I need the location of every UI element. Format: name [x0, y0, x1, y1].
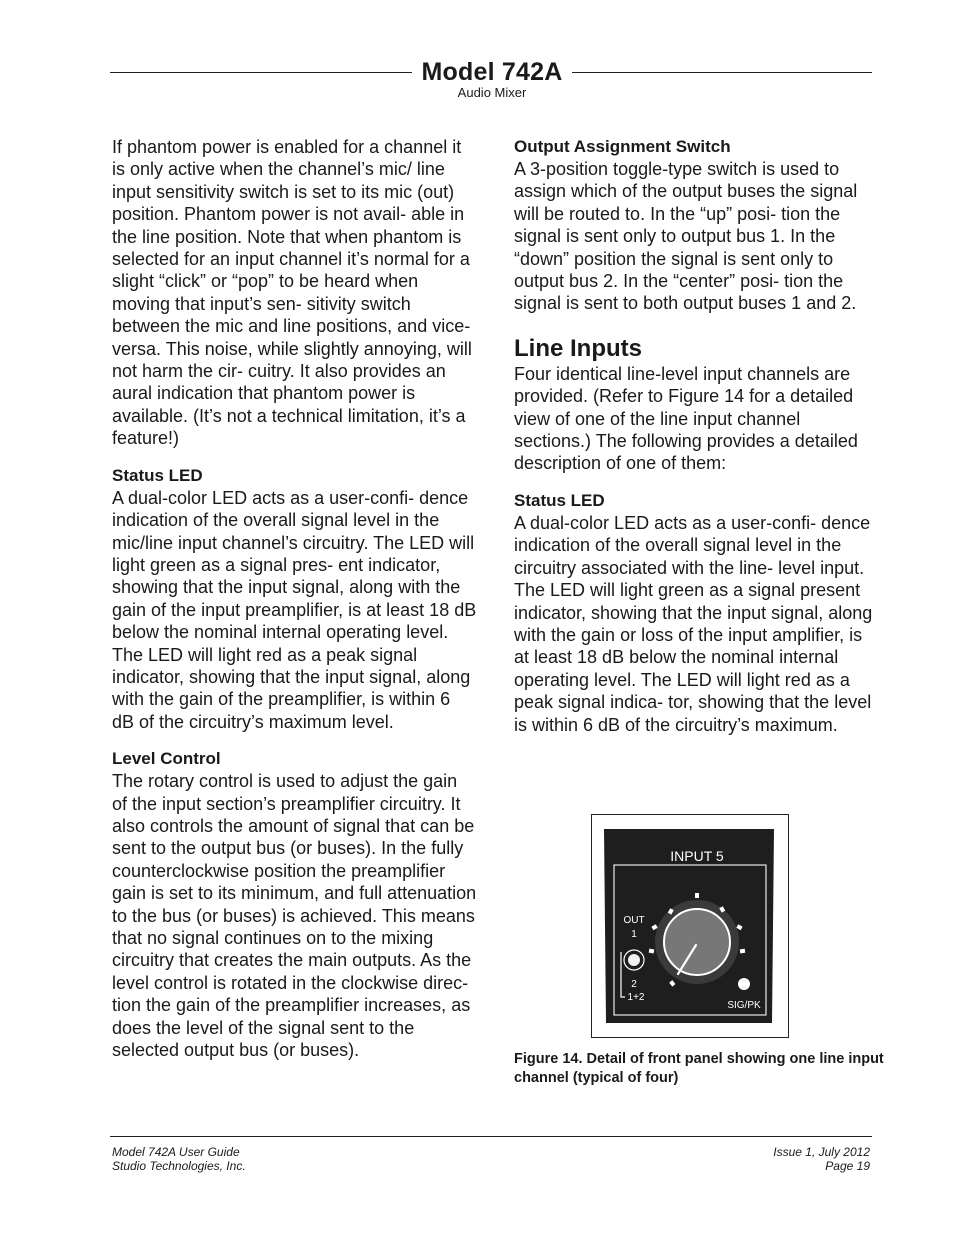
out-position-1: 1 [631, 929, 637, 940]
footer-guide-name: Model 742A User Guide [112, 1145, 240, 1159]
level-control-paragraph: The rotary control is used to adjust the gain of the input section’s preamplifier circuitry. It also controls the amount of signal that can be sent to the output bus (or buses). In the fully counterclockwise position the preamplifier gain is set to its minimum, and full attenuation to the bus (or buses) is achieved. This means that no signal continues on to the mixing circuitry that creates the main outputs. As the level control is rotated in the clockwise direc- tion the gain of the preamplifier increases, as does the level of the signal sent to the selected output bus (or buses). [112, 771, 477, 1061]
status-led-paragraph: A dual-color LED acts as a user-confi- dence indication of the overall signal level in the mic/line input channel’s circuitry. The LED will light green as a signal pres- ent indicator, showing that the input signal, along with the gain of the input preamplifier, is at least 18 dB below the nominal internal operating level. The LED will light red as a peak signal indicator, showing that the input signal, along with the gain of the preamplifier, is within 6 dB of the circuitry’s maximum level. [112, 487, 477, 732]
figure-caption: Figure 14. Detail of front panel showing one line input channel (typical of four) [514, 1051, 884, 1086]
line-inputs-heading: Line Inputs [514, 334, 642, 362]
footer-rule [110, 1136, 872, 1137]
out-position-both: 1+2 [627, 992, 645, 1003]
level-control-heading: Level Control [112, 749, 221, 769]
line-inputs-paragraph: Four identical line-level input channels are provided. (Refer to Figure 14 for a detailed view of one of the line input channel sections.) The following provides a detailed description of one of them: [514, 363, 858, 474]
footer-left [112, 1145, 246, 1173]
output-assignment-paragraph: A 3-position toggle-type switch is used to assign which of the output buses the signal will be routed to. In the “up” posi- tion the signal is sent only to output bus 1. In the “down” position the signal is sent only to output bus 2. In the “center” posi- tion the signal is sent to both output buses 1 and 2. [514, 159, 858, 314]
footer-issue: Issue 1, July 2012 [773, 1145, 870, 1159]
led-label: SIG/PK [727, 1000, 761, 1011]
status-led-icon [738, 978, 750, 990]
footer-right [700, 1145, 870, 1173]
front-panel-illustration [592, 815, 788, 1037]
left-column [112, 136, 477, 1061]
out-position-2: 2 [631, 979, 637, 990]
line-status-led-heading: Status LED [514, 490, 605, 510]
footer-page-number: Page 19 [825, 1159, 870, 1173]
figure-14-panel [591, 814, 789, 1038]
output-toggle-bat [628, 954, 640, 966]
status-led-heading: Status LED [112, 465, 203, 485]
panel-title: INPUT 5 [670, 848, 724, 864]
out-label: OUT [623, 915, 645, 926]
footer-company: Studio Technologies, Inc. [112, 1159, 246, 1173]
page-title: Model 742A [421, 58, 563, 86]
output-assignment-heading: Output Assignment Switch [514, 137, 731, 156]
level-control-knob [664, 909, 730, 975]
right-column [514, 136, 874, 736]
header-rule-left [110, 72, 412, 73]
line-status-led-paragraph: A dual-color LED acts as a user-confi- dence indication of the overall signal level in the circuitry associated with the line- level input. The LED will light green as a signal present indicator, showing that the input signal, along with the gain or loss of the input amplifier, is at least 18 dB below the nominal internal operating level. The LED will light red as a peak signal indica- tor, showing that the level is within 6 dB of the circuitry’s maximum. [514, 512, 873, 735]
phantom-power-paragraph: If phantom power is enabled for a channel it is only active when the channel’s mic/ line input sensitivity switch is set to its mic (out) position. Phantom power is not avail- able in the line position. Note that when phantom is selected for an input channel it’s normal for a slight “click” or “pop” to be heard when moving that input’s sen- sitivity switch between the mic and line positions, and vice-versa. This noise, while slightly annoying, will not harm the cir- cuitry. It also provides an aural indication that phantom power is available. (It’s not a technical limitation, it’s a feature!) [112, 137, 472, 449]
page-subtitle: Audio Mixer [457, 85, 527, 100]
header-rule-right [572, 72, 872, 73]
